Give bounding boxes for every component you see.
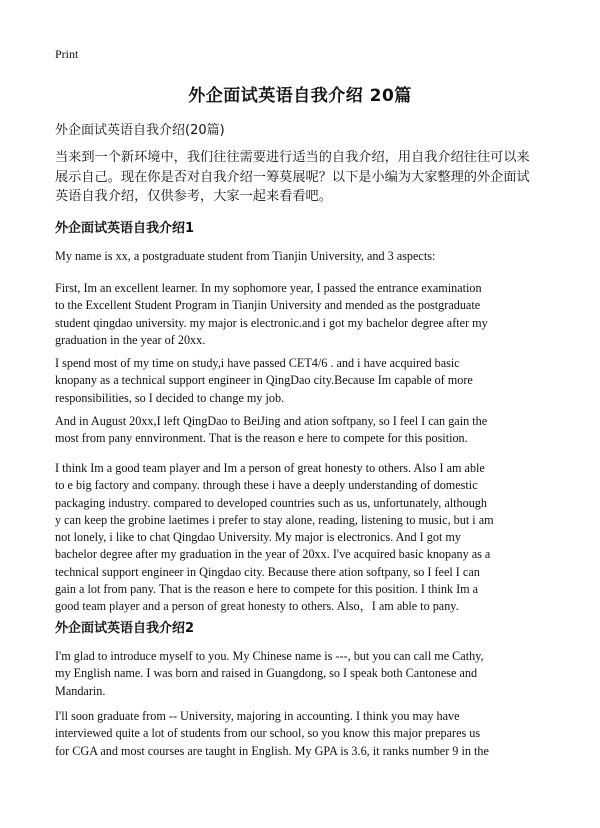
intro-paragraph [55,148,550,207]
text-line: packaging industry. compared to developed countries such as us, unfortunately, although [55,495,487,510]
text-line: And in August 20xx,I left QingDao to BeiJing and ation softpany, so I feel I can gain the [55,414,488,428]
paragraph [55,708,545,760]
text-line: good team player and a person of great honesty to others. Also，I am able to pany. [55,599,459,614]
text-line: Mandarin. [55,683,106,698]
text-line: graduation in the year of 20xx. [55,332,206,347]
text-line: First, Im an excellent learner. In my sophomore year, I passed the entrance examination [55,281,482,295]
intro-line: 英语自我介绍，仅供参考，大家一起来看看吧。 [55,189,332,204]
print-link[interactable]: Print [55,47,79,61]
text-line: y can keep the grobine laetimes i prefer to stay alone, reading, listening to music, but i am [55,512,494,527]
section-heading-1: 外企面试英语自我介绍1 [55,221,195,236]
paragraph [55,280,545,349]
text-line: bachelor degree after my graduation in the year of 20xx. I've acquired basic knopany as a [55,547,491,562]
intro-line: 当来到一个新环境中，我们往往需要进行适当的自我介绍，用自我介绍往往可以来 [55,150,530,165]
paragraph [55,648,545,700]
text-line: student qingdao university. my major is electronic.and i got my bachelor degree after my [55,315,488,330]
document-subtitle: 外企面试英语自我介绍(20篇) [55,123,225,138]
text-line: knopany as a technical support engineer in QingDao city.Because Im capable of more [55,373,473,388]
text-line: I'll soon graduate from -- University, majoring in accounting. I think you may have [55,709,460,723]
text-line: not lonely, i like to chat Qingdao University. My major is electronics. And I got my [55,530,461,545]
text-line: interviewed quite a lot of students from our school, so you know this major prepares us [55,726,481,741]
paragraph [55,248,545,265]
text-line: I'm glad to introduce myself to you. My Chinese name is ---, but you can call me Cathy, [55,649,484,663]
text-line: technical support engineer in Qingdao city. Because there ation softpany, so I feel I can [55,564,480,579]
page-title: 外企面试英语自我介绍 20篇 [188,86,412,106]
text-line: I think Im a good team player and Im a person of great honesty to others. Also I am able [55,461,485,475]
text-line: My name is xx, a postgraduate student from Tianjin University, and 3 aspects: [55,249,436,263]
intro-line: 展示自己。现在你是否对自我介绍一筹莫展呢？以下是小编为大家整理的外企面试 [55,169,530,185]
text-line: I spend most of my time on study,i have passed CET4/6 . and i have acquired basic [55,356,460,370]
text-line: to the Excellent Student Program in Tianjin University and mended as the postgraduate [55,298,481,313]
paragraph [55,355,545,407]
section-heading-2: 外企面试英语自我介绍2 [55,621,195,636]
text-line: to e big factory and company. through these i have a deeply understanding of domestic [55,478,478,493]
paragraph [55,413,545,448]
paragraph [55,460,545,616]
text-line: for CGA and most courses are taught in English. My GPA is 3.6, it ranks number 9 in the [55,743,489,758]
text-line: responsibilities, so I decided to change my job. [55,390,285,405]
text-line: gain a lot from pany. That is the reason e here to compete for this position. I think Im a [55,582,479,597]
text-line: most from pany ennvironment. That is the reason e here to compete for this position. [55,431,468,446]
text-line: my English name. I was born and raised in Guangdong, so I speak both Cantonese and [55,666,478,681]
